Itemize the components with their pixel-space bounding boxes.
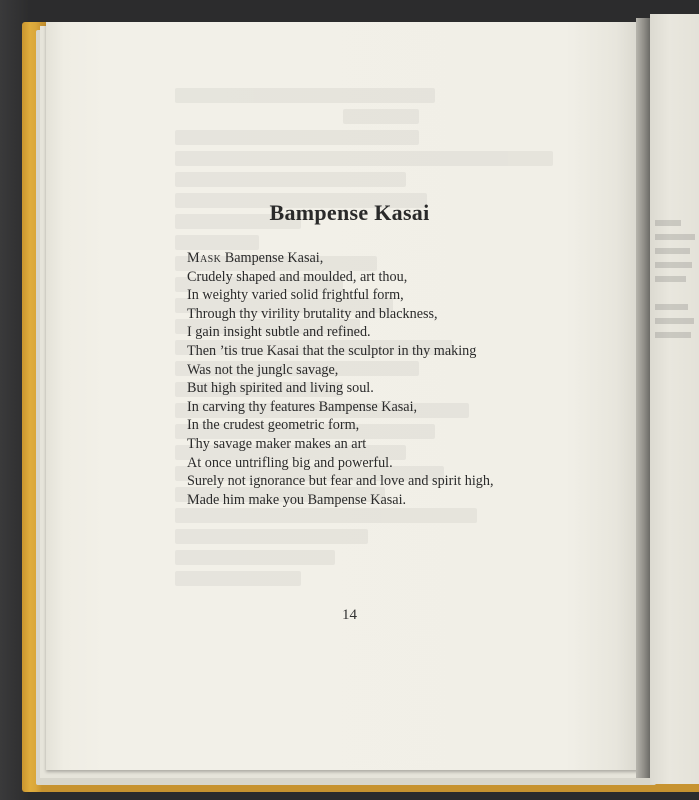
- poem-line: Made him make you Bampense Kasai.: [187, 491, 407, 508]
- poem-first-line-rest: Bampense Kasai,: [221, 250, 324, 266]
- poem-line: Through thy virility brutality and blackness,: [187, 305, 438, 322]
- poem-line: But high spirited and living soul.: [187, 380, 374, 397]
- poem-line: In carving thy features Bampense Kasai,: [187, 398, 418, 415]
- poem-line: At once untrifling big and powerful.: [187, 454, 393, 471]
- poem-line: Surely not ignorance but fear and love and spirit high,: [187, 473, 494, 490]
- poem-line: Thy savage maker makes an art: [187, 435, 367, 452]
- poem-line: I gain insight subtle and refined.: [187, 324, 371, 341]
- poem-title: Bampense Kasai: [269, 200, 430, 225]
- poem-first-word: Mask: [187, 250, 222, 266]
- poem-line: Crudely shaped and moulded, art thou,: [187, 268, 408, 285]
- poem-line: Was not the junglc savage,: [187, 361, 339, 378]
- facing-page: [650, 14, 699, 784]
- page-number: 14: [342, 607, 357, 623]
- poem-line: In the crudest geometric form,: [187, 417, 360, 434]
- poem-line: [187, 249, 587, 268]
- poem-line: Then ’tis true Kasai that the sculptor in thy making: [187, 342, 477, 359]
- book-gutter: [636, 18, 650, 778]
- poem-body: [187, 249, 587, 509]
- poem-line: In weighty varied solid frightful form,: [187, 287, 404, 304]
- facing-page-show-through: [655, 220, 699, 346]
